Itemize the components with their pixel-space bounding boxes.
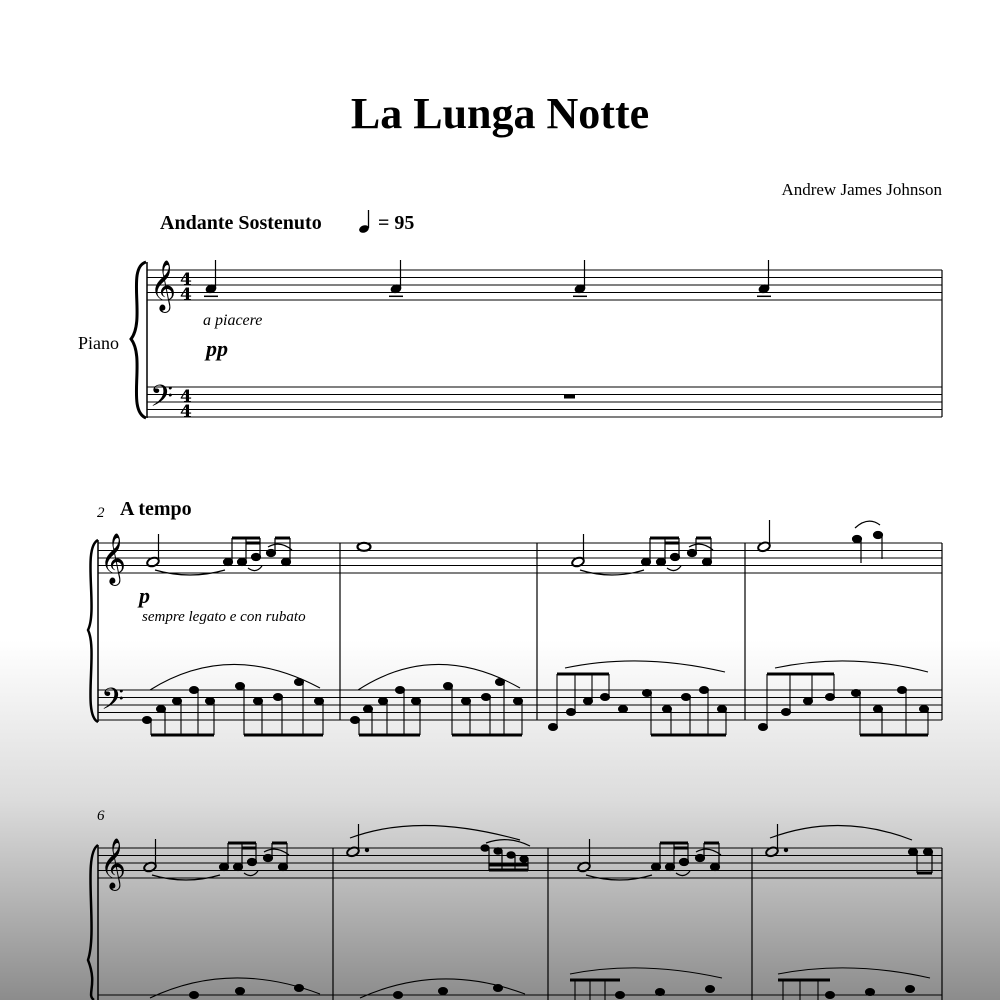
- brace-icon: [88, 845, 98, 1000]
- bass-clef-icon: 𝄢: [101, 683, 125, 724]
- bass-clef-icon: 𝄢: [150, 380, 174, 421]
- piece-title: La Lunga Notte: [350, 89, 650, 138]
- bass-staff: [147, 387, 942, 417]
- whole-rest: [564, 395, 575, 399]
- time-signature: [180, 270, 192, 422]
- svg-text:4: 4: [180, 387, 192, 407]
- measure-number: 2: [97, 505, 105, 521]
- system-2: [88, 520, 942, 735]
- expression-text: a piacere: [203, 312, 263, 329]
- instrument-name: Piano: [78, 333, 120, 353]
- brace-icon: [88, 540, 98, 722]
- dynamic-marking: p: [139, 583, 150, 608]
- treble-notes: [146, 520, 883, 575]
- bass-staff: [98, 690, 942, 720]
- composer-name: Andrew James Johnson: [781, 180, 942, 199]
- tempo-change-marking: A tempo: [120, 498, 192, 520]
- treble-clef-icon: 𝄞: [150, 260, 177, 311]
- measure-number: 6: [97, 808, 105, 824]
- quarter-note-icon: [358, 210, 370, 234]
- brace-icon: [131, 262, 146, 418]
- expression-text: sempre legato e con rubato: [142, 609, 306, 625]
- svg-text:4: 4: [180, 270, 192, 290]
- quarter-notes: [204, 260, 771, 296]
- treble-clef-icon: 𝄞: [100, 838, 127, 889]
- dynamic-marking: pp: [206, 336, 228, 361]
- system-3: [88, 824, 942, 1000]
- treble-staff: [98, 543, 942, 573]
- treble-staff: [147, 270, 942, 300]
- tempo-marking: Andante Sostenuto: [160, 212, 322, 234]
- treble-clef-icon: 𝄞: [100, 533, 127, 584]
- svg-text:4: 4: [180, 402, 192, 422]
- tempo-bpm: = 95: [378, 212, 415, 234]
- treble-notes: [143, 824, 933, 880]
- svg-text:4: 4: [180, 285, 192, 305]
- system-1: [131, 260, 942, 422]
